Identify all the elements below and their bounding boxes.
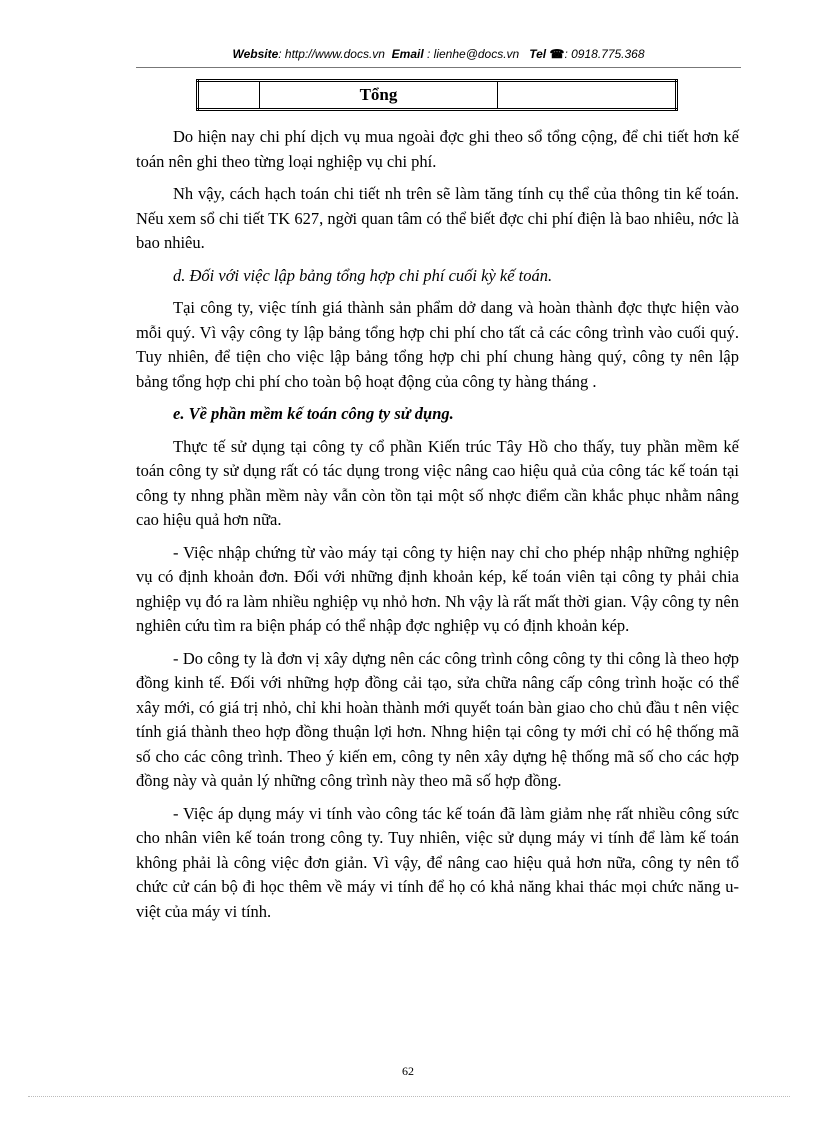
paragraph: Nh vậy, cách hạch toán chi tiết nh trên sẽ làm tăng tính cụ thể của thông tin kế toán. Nếu xem sổ chi tiết TK 627, ngời quan tâm có thể biết đợc chi phí điện là bao nhiêu, nớc là bao nhiêu.	[136, 184, 739, 252]
table-cell-total: Tổng	[260, 81, 498, 110]
table-cell	[498, 81, 677, 110]
paragraph: - Do công ty là đơn vị xây dựng nên các công trình công công ty thi công là theo hợp đồng kinh tế. Đối với những hợp đồng cải tạo, sửa chữa nâng cấp công trình hoặc có thể xây mới, có giá trị nhỏ, chỉ khi hoàn thành mới quyết toán bàn giao cho chủ đầu t nên việc tính giá thành theo hợp đồng thuận lợi hơn. Nhng hiện tại công ty mới chỉ có hệ thống mã số cho các công trình. Theo ý kiến em, công ty nên xây dựng hệ thống mã số cho các hợp đồng này và quản lý những công trình này theo mã số hợp đồng.	[136, 648, 739, 790]
table-cell	[198, 81, 260, 110]
tel-label: Tel	[529, 47, 547, 61]
paragraph: Do hiện nay chi phí dịch vụ mua ngoài đợc ghi theo sổ tổng cộng, để chi tiết hơn kế toán nên ghi theo từng loại nghiệp vụ chi phí.	[136, 127, 739, 171]
email-value: : lienhe@docs.vn	[427, 47, 520, 61]
telephone-icon: ☎	[549, 47, 565, 61]
website-value: : http://www.docs.vn	[278, 47, 385, 61]
tel-value: : 0918.775.368	[564, 47, 645, 61]
section-heading-e: e. Về phần mềm kế toán công ty sử dụng.	[173, 404, 454, 423]
website-label: Website	[232, 47, 279, 61]
summary-table	[196, 79, 678, 111]
header-rule	[136, 67, 741, 68]
page-number: 62	[402, 1064, 414, 1078]
paragraph: Tại công ty, việc tính giá thành sản phẩm dở dang và hoàn thành đợc thực hiện vào mỗi quý. Vì vậy công ty lập bảng tổng hợp chi phí cho tất cả các công trình vào cuối quý. Tuy nhiên, để tiện cho việc lập bảng tổng hợp chi phí chung hàng quý, công ty nên lập bảng tổng hợp chi phí cho toàn bộ hoạt động của công ty hàng tháng .	[136, 298, 739, 391]
page-header	[136, 47, 741, 61]
footer-rule	[28, 1096, 790, 1097]
email-label: Email	[391, 47, 424, 61]
section-heading-d: d. Đối với việc lập bảng tổng hợp chi phí cuối kỳ kế toán.	[173, 265, 553, 285]
paragraph: - Việc áp dụng máy vi tính vào công tác kế toán đã làm giảm nhẹ rất nhiều công sức cho nhân viên kế toán trong công ty. Tuy nhiên, việc sử dụng máy vi tính để làm kế toán không phải là công việc đơn giản. Vì vậy, để nâng cao hiệu quả hơn nữa, công ty nên tổ chức cử cán bộ đi học thêm về máy vi tính để họ có khả năng khai thác mọi chức năng u việt của máy vi tính.	[136, 803, 739, 921]
paragraph: Thực tế sử dụng tại công ty cổ phần Kiến trúc Tây Hồ cho thấy, tuy phần mềm kế toán công ty sử dụng rất có tác dụng trong việc nâng cao hiệu quả của công tác kế toán tại công ty nhng phần mềm này vẫn còn tồn tại một số nhợc điểm cần khắc phục nhằm nâng cao hiệu quả hơn nữa.	[136, 436, 739, 529]
document-body	[136, 125, 739, 932]
table-row	[198, 81, 677, 110]
paragraph: - Việc nhập chứng từ vào máy tại công ty hiện nay chỉ cho phép nhập những nghiệp vụ có định khoản đơn. Đối với những định khoản kép, kế toán viên tại công ty phải chia nghiệp vụ đó ra làm nhiều nghiệp vụ nhỏ hơn. Nh vậy là rất mất thời gian. Vậy công ty nên nghiên cứu tìm ra biện pháp có thể nhập đợc nghiệp vụ có định khoản kép.	[136, 542, 739, 635]
